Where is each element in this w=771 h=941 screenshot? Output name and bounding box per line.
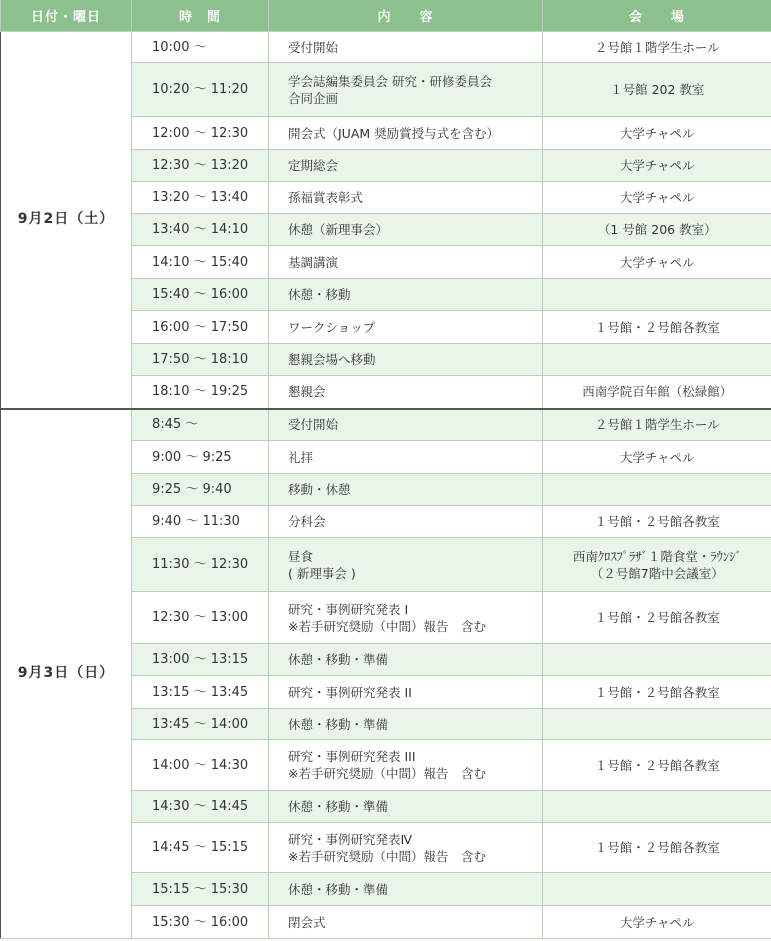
content-line: 分科会 <box>288 514 326 529</box>
time-cell: 13:45 〜 14:00 <box>132 709 269 740</box>
header-content: 内 容 <box>269 0 543 32</box>
venue-line: １号館・２号館各教室 <box>594 610 720 625</box>
content-line: 孫福賞表彰式 <box>288 190 364 205</box>
day-label: 9月2日（土） <box>1 32 132 409</box>
content-cell <box>269 709 543 740</box>
time-cell: 12:30 〜 13:00 <box>132 592 269 644</box>
time-cell: 16:00 〜 17:50 <box>132 311 269 344</box>
venue-line: １号館・２号館各教室 <box>594 684 720 700</box>
venue-line: 大学チャペル <box>619 254 695 270</box>
content-line: 休憩・移動・準備 <box>288 716 389 732</box>
time-cell: 15:30 〜 16:00 <box>132 906 269 939</box>
venue-cell <box>543 409 771 441</box>
content-cell <box>269 791 543 823</box>
venue-line: （２号館7階中会議室） <box>590 565 724 581</box>
time-cell: 12:30 〜 13:20 <box>132 150 269 182</box>
venue-cell <box>543 311 771 344</box>
content-line: 休憩（新理事会） <box>288 222 389 237</box>
content-cell <box>269 32 543 63</box>
header-time: 時 間 <box>132 0 269 32</box>
content-line: ※若手研究奨励（中間）報告 含む <box>288 618 486 634</box>
time-cell: 13:00 〜 13:15 <box>132 644 269 676</box>
time-cell: 13:15 〜 13:45 <box>132 676 269 709</box>
venue-cell <box>543 644 771 676</box>
venue-line: 大学チャペル <box>619 125 695 141</box>
content-line: 懇親会 <box>288 384 326 400</box>
time-cell: 12:00 〜 12:30 <box>132 117 269 150</box>
content-cell <box>269 344 543 376</box>
content-cell <box>269 823 543 873</box>
venue-cell <box>543 538 771 592</box>
content-cell <box>269 311 543 344</box>
content-cell <box>269 873 543 906</box>
venue-line: 大学チャペル <box>619 190 695 205</box>
content-line: 受付開始 <box>288 39 339 55</box>
content-cell <box>269 644 543 676</box>
time-cell: 13:40 〜 14:10 <box>132 214 269 246</box>
content-cell <box>269 63 543 117</box>
venue-cell <box>543 182 771 214</box>
content-cell <box>269 906 543 939</box>
content-line: 基調講演 <box>288 254 339 270</box>
day-label: 9月3日（日） <box>1 409 132 939</box>
content-line: 開会式（JUAM 奨励賞授与式を含む） <box>288 125 500 141</box>
content-line: 休憩・移動・準備 <box>288 652 389 667</box>
venue-cell <box>543 63 771 117</box>
venue-line: １号館・２号館各教室 <box>594 514 720 529</box>
schedule-body <box>1 32 771 939</box>
time-cell: 9:25 〜 9:40 <box>132 474 269 506</box>
venue-line: （1 号館 206 教室） <box>597 222 717 237</box>
content-line: 昼食 <box>288 548 314 564</box>
header-row <box>1 0 771 32</box>
venue-cell <box>543 823 771 873</box>
content-line: 休憩・移動・準備 <box>288 881 389 897</box>
time-cell: 14:00 〜 14:30 <box>132 740 269 791</box>
time-cell: 14:30 〜 14:45 <box>132 791 269 823</box>
content-line: 研究・事例研究発表 III <box>288 749 416 764</box>
venue-cell <box>543 150 771 182</box>
venue-line: 西南学院百年館（松緑館） <box>582 384 733 400</box>
venue-cell <box>543 592 771 644</box>
content-cell <box>269 117 543 150</box>
venue-cell <box>543 246 771 279</box>
venue-cell <box>543 474 771 506</box>
time-cell: 13:20 〜 13:40 <box>132 182 269 214</box>
venue-cell <box>543 117 771 150</box>
content-cell <box>269 279 543 311</box>
time-cell: 8:45 〜 <box>132 409 269 441</box>
time-cell: 15:15 〜 15:30 <box>132 873 269 906</box>
time-cell: 10:20 〜 11:20 <box>132 63 269 117</box>
content-cell <box>269 474 543 506</box>
venue-cell <box>543 344 771 376</box>
venue-cell <box>543 873 771 906</box>
content-line: 定期総会 <box>288 158 339 173</box>
content-cell <box>269 506 543 538</box>
table-row <box>1 32 771 63</box>
venue-line: ２号館１階学生ホール <box>594 417 720 433</box>
content-line: 礼拝 <box>288 449 314 465</box>
time-cell: 9:00 〜 9:25 <box>132 441 269 474</box>
venue-line: 大学チャペル <box>619 449 695 465</box>
venue-line: １号館・２号館各教室 <box>594 840 720 855</box>
content-cell <box>269 592 543 644</box>
venue-cell <box>543 906 771 939</box>
content-line: 受付開始 <box>288 417 339 433</box>
venue-line: ２号館１階学生ホール <box>594 39 720 55</box>
venue-cell <box>543 32 771 63</box>
venue-line: １号館・２号館各教室 <box>594 319 720 335</box>
content-line: 休憩・移動・準備 <box>288 799 389 814</box>
venue-cell <box>543 279 771 311</box>
venue-line: 大学チャペル <box>619 914 695 930</box>
content-line: ワークショップ <box>288 319 376 335</box>
time-cell: 14:10 〜 15:40 <box>132 246 269 279</box>
content-cell <box>269 376 543 409</box>
time-cell: 11:30 〜 12:30 <box>132 538 269 592</box>
venue-cell <box>543 214 771 246</box>
venue-cell <box>543 709 771 740</box>
header-date: 日付・曜日 <box>1 0 132 32</box>
venue-cell <box>543 376 771 409</box>
content-line: 研究・事例研究発表 II <box>288 684 412 700</box>
content-line: ※若手研究奨励（中間）報告 含む <box>288 848 486 864</box>
venue-cell <box>543 791 771 823</box>
content-cell <box>269 182 543 214</box>
venue-line: １号館・２号館各教室 <box>594 757 720 773</box>
venue-line: 西南ｸﾛｽﾌﾟﾗｻﾞ１階食堂・ﾗｳﾝｼﾞ <box>572 548 742 564</box>
content-cell <box>269 150 543 182</box>
content-line: 閉会式 <box>288 914 326 930</box>
time-cell: 10:00 〜 <box>132 32 269 63</box>
venue-cell <box>543 740 771 791</box>
content-line: 合同企画 <box>288 90 339 106</box>
content-line: 移動・休憩 <box>288 482 351 497</box>
venue-line: １号館 202 教室 <box>610 82 705 97</box>
time-cell: 9:40 〜 11:30 <box>132 506 269 538</box>
venue-cell <box>543 506 771 538</box>
time-cell: 14:45 〜 15:15 <box>132 823 269 873</box>
content-cell <box>269 676 543 709</box>
content-line: 学会誌編集委員会 研究・研修委員会 <box>288 73 492 89</box>
venue-cell <box>543 441 771 474</box>
content-cell <box>269 214 543 246</box>
venue-line: 大学チャペル <box>619 158 695 173</box>
content-cell <box>269 740 543 791</box>
content-line: 懇親会場へ移動 <box>288 352 376 367</box>
content-line: ※若手研究奨励（中間）報告 含む <box>288 766 486 781</box>
venue-cell <box>543 676 771 709</box>
content-line: 研究・事例研究発表Ⅳ <box>288 831 413 847</box>
header-venue: 会 場 <box>543 0 771 32</box>
content-line: 休憩・移動 <box>288 287 351 302</box>
time-cell: 17:50 〜 18:10 <box>132 344 269 376</box>
content-cell <box>269 246 543 279</box>
table-row <box>1 409 771 441</box>
time-cell: 15:40 〜 16:00 <box>132 279 269 311</box>
content-cell <box>269 441 543 474</box>
content-line: ( 新理事会 ) <box>288 565 356 581</box>
content-cell <box>269 409 543 441</box>
content-line: 研究・事例研究発表 I <box>288 601 409 617</box>
content-cell <box>269 538 543 592</box>
time-cell: 18:10 〜 19:25 <box>132 376 269 409</box>
